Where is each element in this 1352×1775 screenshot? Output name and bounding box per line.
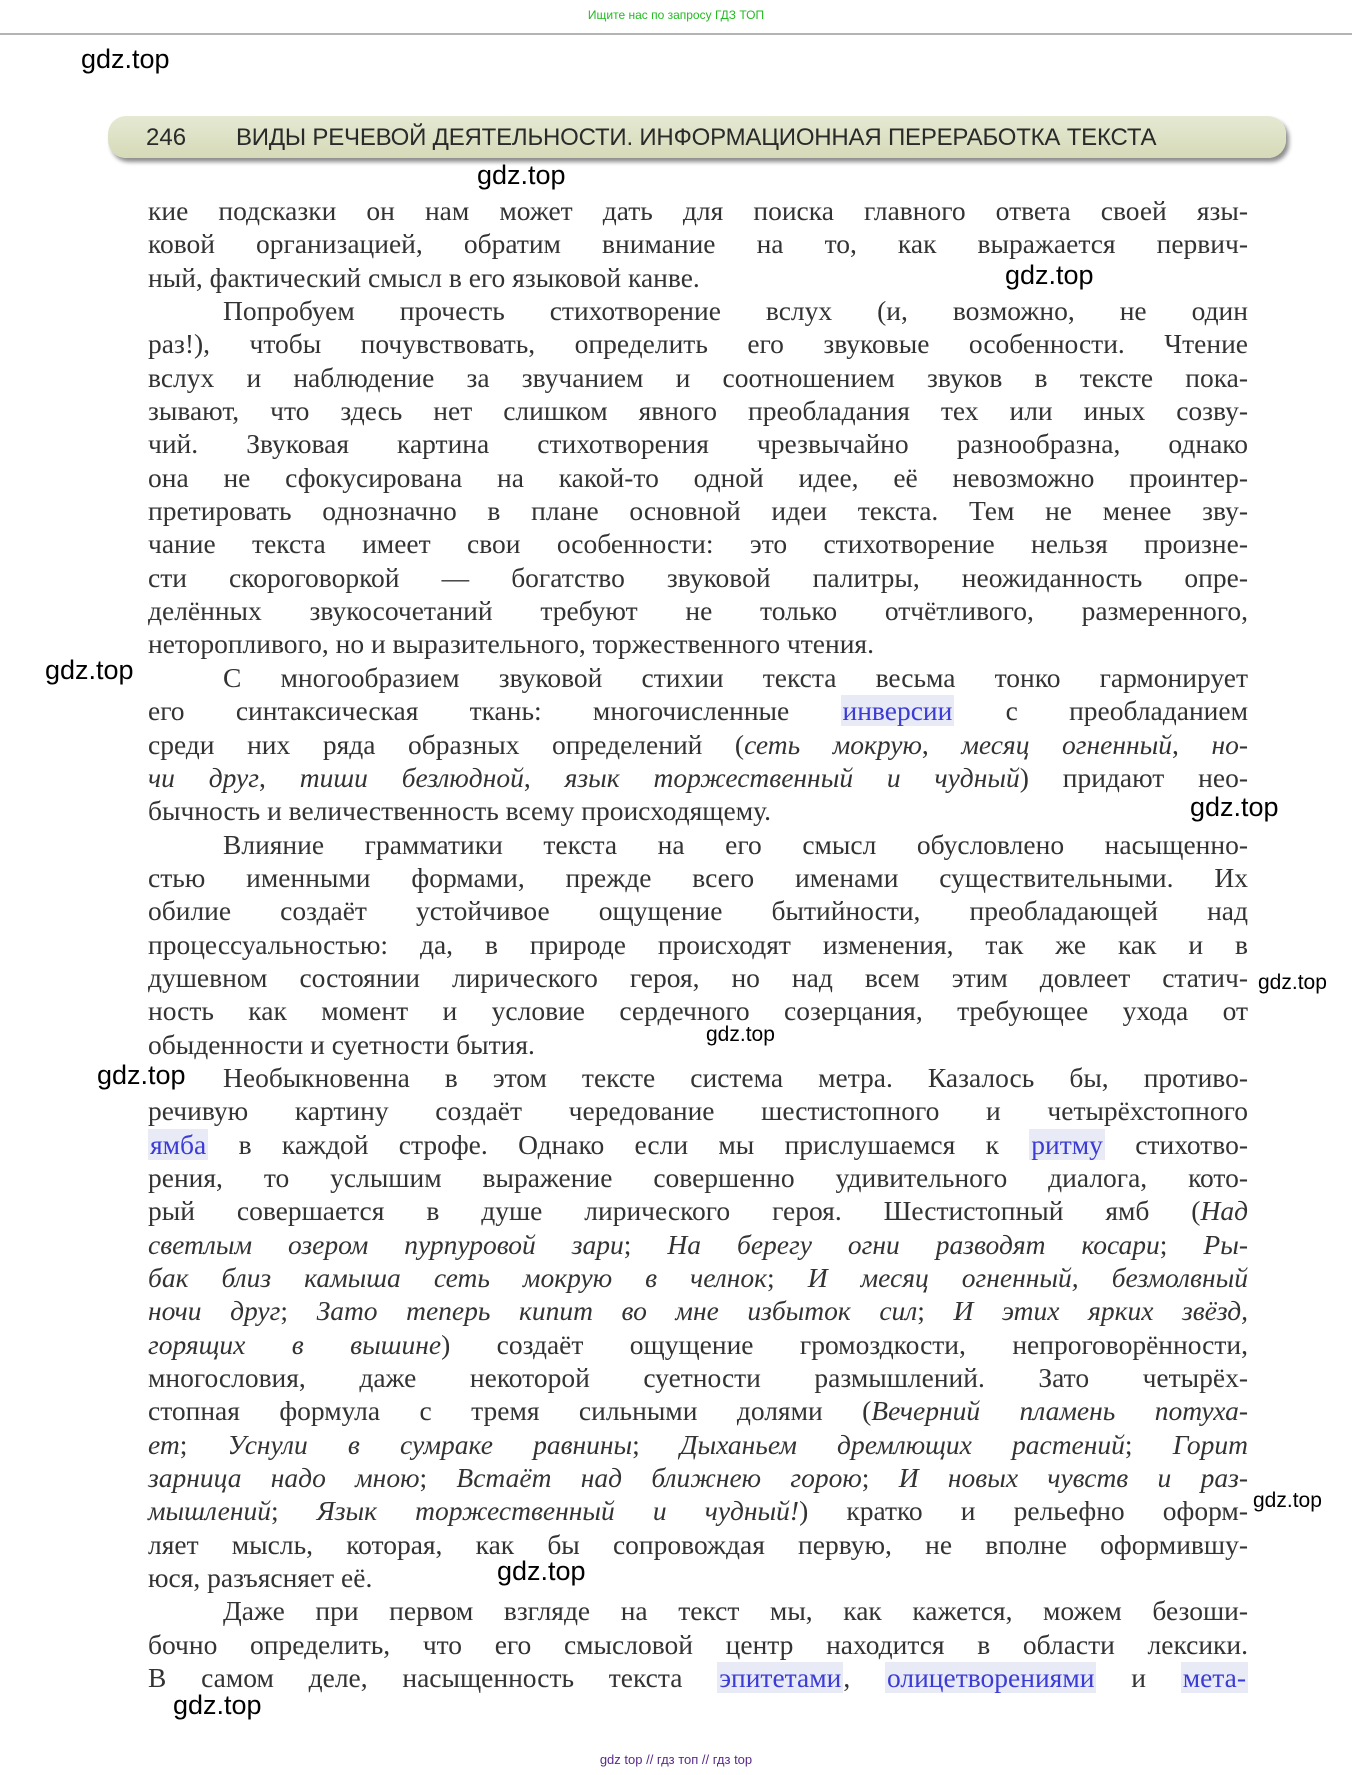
text-line: душевном состоянии лирического героя, но над всем этим довлеет статич- [148,961,1248,993]
text-line: ность как момент и условие сердечного созерцания, требующее ухода от [148,995,1248,1027]
watermark: gdz.top [1190,792,1279,822]
text-line: его синтаксическая ткань: многочисленные инверсии с преобладанием [148,695,1248,727]
text-line: она не сфокусирована на какой-то одной идее, её невозможно проинтер- [148,461,1248,493]
text-line: Влияние грамматики текста на его смысл обусловлено насыщенно- [223,828,1248,860]
text-line: вслух и наблюдение за звучанием и соотношением звуков в тексте пока- [148,361,1248,393]
term-link-yamba[interactable]: ямба [150,1128,207,1160]
text-line: С многообразием звуковой стихии текста весьма тонко гармонирует [223,661,1248,693]
text-line: горящих в вышине) создаёт ощущение громоздкости, непроговорённости, [148,1328,1248,1360]
body-text [148,194,1248,1694]
term-link-ritmu[interactable]: ритму [1031,1128,1103,1160]
text-line: стью именными формами, прежде всего именами существительными. Их [148,861,1248,893]
text-line: речивую картину создаёт чередование шестистопного и четырёхстопного [148,1095,1248,1127]
text-line: среди них ряда образных определений (сеть мокрую, месяц огненный, но- [148,728,1248,760]
text-line: Необыкновенна в этом тексте система метра. Казалось бы, противо- [223,1061,1248,1093]
watermark: gdz.top [81,44,170,74]
text-line: юся, разъясняет её. [148,1562,373,1594]
watermark: gdz.top [1005,260,1094,290]
text-line: Даже при первом взгляде на текст мы, как кажется, можем безоши- [223,1595,1248,1627]
text-line: В самом деле, насыщенность текста эпитетами, олицетворениями и мета- [148,1662,1247,1694]
text-line: раз!), чтобы почувствовать, определить его звуковые особенности. Чтение [148,328,1248,360]
text-line: сти скороговоркой — богатство звуковой палитры, неожиданность опре- [148,561,1248,593]
text-line: ямба в каждой строфе. Однако если мы прислушаемся к ритму стихотво- [150,1128,1248,1160]
watermark: gdz.top [173,1690,262,1720]
chapter-header [108,116,1286,158]
text-line: обыденности и суетности бытия. [148,1028,535,1060]
text-line: чий. Звуковая картина стихотворения чрезвычайно разнообразна, однако [148,428,1248,460]
text-line: многословия, даже некоторой суетности размышлений. Зато четырёх- [148,1362,1248,1394]
text-line: бак близ камыша сеть мокрую в челнок; И месяц огненный, безмолвный [148,1262,1249,1293]
watermark: gdz.top [1258,971,1327,994]
text-line: ет; Уснули в сумраке равнины; Дыханьем дремлющих растений; Горит [148,1428,1249,1460]
text-line: ляет мысль, которая, как бы сопровождая первую, не вполне оформившу- [148,1528,1248,1560]
footer-watermark: gdz top // гдз топ // гдз top [599,1752,753,1767]
text-line: ный, фактический смысл в его языковой канве. [148,261,700,293]
text-line: зывают, что здесь нет слишком явного преобладания тех или иных созву- [148,395,1248,427]
text-line: претировать однозначно в плане основной идеи текста. Тем не менее зву- [148,495,1248,527]
text-line: делённых звукосочетаний требуют не только отчётливого, размеренного, [148,595,1248,627]
text-line: чи друг, тиши безлюдной, язык торжественный и чудный) придают нео- [148,761,1249,793]
text-line: чание текста имеет свои особенности: это стихотворение нельзя произне- [148,528,1248,560]
watermark: gdz.top [45,655,134,685]
text-line: обилие создаёт устойчивое ощущение бытийности, преобладающей над [148,895,1248,927]
text-line: ковой организацией, обратим внимание на то, как выражается первич- [148,228,1248,260]
text-line: кие подсказки он нам может дать для поиска главного ответа своей язы- [148,195,1248,226]
search-hint-text: Ищите нас по запросу ГДЗ ТОП [587,8,765,22]
text-line: стопная формула с тремя сильными долями (Вечерний пламень потуха- [148,1395,1248,1427]
section-title: ВИДЫ РЕЧЕВОЙ ДЕЯТЕЛЬНОСТИ. ИНФОРМАЦИОННАЯ ПЕРЕРАБОТКА ТЕКСТА [236,124,1157,151]
watermark: gdz.top [477,160,566,190]
text-line: Попробуем прочесть стихотворение вслух (и, возможно, не один [223,295,1248,327]
top-banner [0,0,1352,35]
text-line: мышлений; Язык торжественный и чудный!) кратко и рельефно оформ- [148,1495,1248,1527]
text-line: ночи друг; Зато теперь кипит во мне избыток сил; И этих ярких звёзд, [148,1295,1249,1327]
text-line: бычность и величественность всему происходящему. [148,795,771,827]
text-line: рый совершается в душе лирического героя. Шестистопный ямб (Над [148,1195,1248,1227]
text-line: рения, то услышим выражение совершенно удивительного диалога, кото- [148,1161,1248,1193]
text-line: зарница надо мною; Встаёт над ближнею горою; И новых чувств и раз- [148,1462,1248,1494]
term-link-olicetvoreniyami[interactable]: олицетворениями [886,1662,1095,1694]
term-link-epitetami[interactable]: эпитетами [719,1662,842,1694]
text-line: неторопливого, но и выразительного, торжественного чтения. [148,628,874,660]
watermark: gdz.top [97,1060,186,1090]
watermark: gdz.top [1253,1489,1322,1512]
text-line: светлым озером пурпуровой зари; На берегу огни разводят косари; Ры- [148,1228,1249,1260]
text-line: процессуальностью: да, в природе происходят изменения, так же как и в [148,928,1248,960]
term-link-meta[interactable]: мета- [1182,1662,1247,1694]
term-link-inversii[interactable]: инверсии [842,695,953,727]
watermark: gdz.top [497,1556,586,1586]
watermark: gdz.top [706,1023,775,1046]
text-line: бочно определить, что его смысловой центр находится в области лексики. [148,1628,1248,1660]
page-number: 246 [146,124,187,151]
